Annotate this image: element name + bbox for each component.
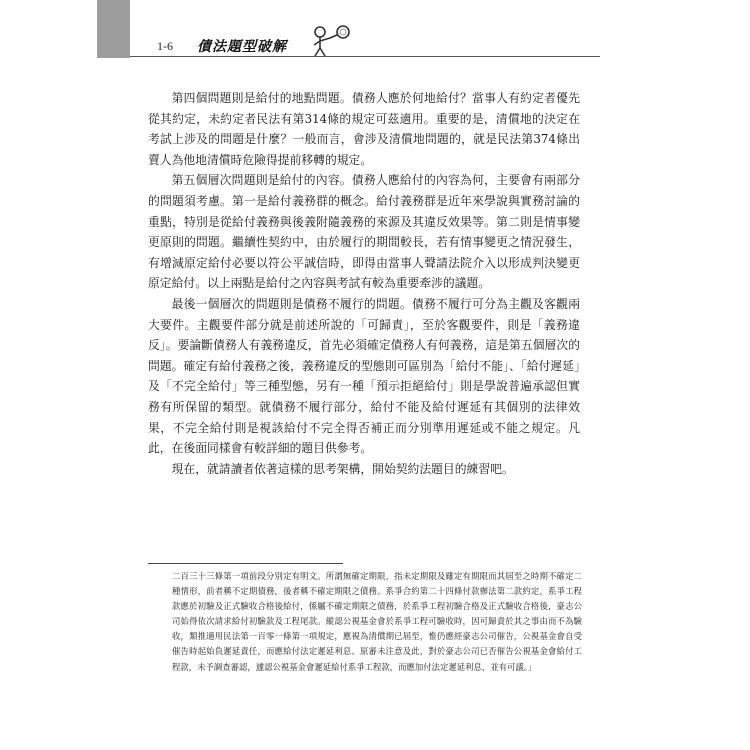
footnote-rule (148, 563, 343, 564)
body-text (148, 88, 580, 479)
page-header (97, 30, 657, 60)
header-rule (130, 56, 600, 57)
paragraph: 第四個問題則是給付的地點問題。債務人應於何地給付？當事人有約定者優先從其約定，未約定者民法有第314條的規定可茲適用。重要的是，清償地的決定在考試上涉及的問題是什麼？一般而言，會涉及清償地問題的，就是民法第374條出賣人為他地清償時危險得提前移轉的規定。 (148, 91, 580, 167)
book-title: 債法題型破解 (197, 39, 287, 55)
paragraph: 最後一個層次的問題則是債務不履行的問題。債務不履行可分為主觀及客觀兩大要件。主觀要件部分就是前述所說的「可歸責」，至於客觀要件，則是「義務違反」。要論斷債務人有義務違反，首先必須確定債務人有何義務，這是第五個層次的問題。確定有給付義務之後，義務違反的型態則可區別為「給付不能」、「給付遲延」及「不完全給付」等三種型態，另有一種「預示拒絕給付」則是學說普遍承認但實務有所保留的類型。就債務不履行部分，給付不能及給付遲延有其個別的法律效果，不完全給付則是視該給付不完全得否補正而分別準用遲延或不能之規定。凡此，在後面同樣會有較詳細的題目供參考。 (148, 296, 580, 456)
page-number: 1-6 (157, 39, 173, 53)
paragraph: 現在，就請讀者依著這樣的思考架構，開始契約法題目的練習吧。 (171, 461, 514, 476)
footnote-text: 二百三十三條第一項前段分別定有明文。所謂無確定期限，指未定期限及雖定有期限而其屆至之時期不確定二種情形，前者稱不定期債務，後者稱不確定期限之債務。系爭合約第二十四條付款辦法第二款約定，系爭工程款應於初驗及正式驗收合格後給付，係屬不確定期限之債務，於系爭工程初驗合格及正式驗收合格後，豪志公司始得依次請求給付初驗款及工程尾款。縱認公視基金會於系爭工程可驗收時，因可歸責於其之事由而不為驗收，類推適用民法第一百零一條第一項規定，應視為清償期已屆至，惟仍應經豪志公司催告，公視基金會自受催告時起始負遲延責任，而應給付法定遲延利息。原審未注意及此，對於豪志公司已否催告公視基金會給付工程款，未予調查審認，遽認公視基金會遲延給付系爭工程款，而應加付法定遲延利息，並有可議。」 (172, 571, 582, 672)
stick-figure-with-magnifier-icon (311, 24, 357, 58)
paragraph: 第五個層次問題則是給付的內容。債務人應給付的內容為何，主要會有兩部分的問題須考慮。第一是給付義務群的概念。給付義務群是近年來學說與實務討論的重點，特別是從給付義務與後義附隨義務的來源及其違反效果等。第二則是情事變更原則的問題。繼續性契約中，由於履行的期間較長，若有情事變更之情況發生，有增減原定給付必要以符公平誠信時，即得由當事人聲請法院介入以形成判決變更原定給付。以上兩點是給付之內容與考試有較為重要牽涉的議題。 (148, 173, 580, 291)
